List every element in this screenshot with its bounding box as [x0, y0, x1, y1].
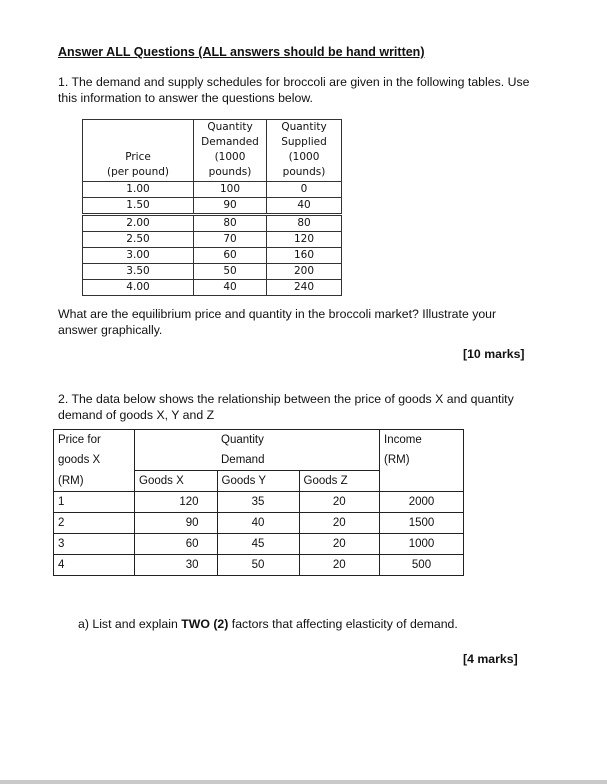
header-price: Price (per pound)	[83, 120, 194, 182]
header-quantity: Quantity	[217, 430, 299, 451]
demanded-cell: 40	[194, 280, 267, 296]
supplied-cell: 0	[267, 182, 342, 198]
demanded-cell: 50	[194, 264, 267, 280]
supplied-cell: 120	[267, 232, 342, 248]
demanded-cell: 100	[194, 182, 267, 198]
income-cell: 1500	[380, 513, 464, 534]
goods-z-cell: 20	[299, 513, 380, 534]
goods-y-cell: 45	[217, 534, 299, 555]
header-demand: Demand	[221, 454, 265, 466]
header-blank	[135, 450, 218, 471]
goods-x-cell: 30	[135, 555, 218, 576]
page-bottom-edge	[0, 780, 607, 784]
goods-z-cell: 20	[299, 555, 380, 576]
price-cell: 4	[54, 555, 135, 576]
question-1-ask: What are the equilibrium price and quantity in the broccoli market? Illustrate your answer graphically.	[58, 307, 497, 337]
goods-z-cell: 20	[299, 534, 380, 555]
header-goods-y: Goods Y	[217, 471, 299, 492]
goods-y-cell: 40	[217, 513, 299, 534]
price-cell: 3.50	[83, 264, 194, 280]
income-cell: 2000	[380, 492, 464, 513]
income-cell: 1000	[380, 534, 464, 555]
price-cell: 2.50	[83, 232, 194, 248]
table-header-row	[83, 120, 342, 182]
question-2a-marks: [4 marks]	[463, 652, 518, 666]
price-cell: 2.00	[83, 215, 194, 232]
table-row	[54, 492, 464, 513]
page-heading: Answer ALL Questions (ALL answers should be hand written)	[58, 45, 425, 59]
income-cell: 500	[380, 555, 464, 576]
header-price-line1: Price for	[54, 430, 135, 451]
price-cell: 3	[54, 534, 135, 555]
price-cell: 4.00	[83, 280, 194, 296]
header-price-line3: (RM)	[54, 471, 135, 492]
table-row	[83, 198, 342, 215]
goods-x-cell: 90	[135, 513, 218, 534]
table-row	[83, 232, 342, 248]
table-row	[54, 555, 464, 576]
demanded-cell: 90	[194, 198, 267, 215]
header-blank	[299, 430, 380, 451]
header-income: Income	[380, 430, 464, 451]
demanded-cell: 60	[194, 248, 267, 264]
table-header-row	[54, 430, 464, 451]
part-a-prefix: a) List and explain	[78, 617, 182, 631]
header-blank	[380, 471, 464, 492]
supplied-cell: 200	[267, 264, 342, 280]
supplied-cell: 240	[267, 280, 342, 296]
supplied-cell: 160	[267, 248, 342, 264]
table-header-row	[54, 471, 464, 492]
header-goods-x: Goods X	[135, 471, 218, 492]
table-row	[83, 215, 342, 232]
goods-y-cell: 35	[217, 492, 299, 513]
header-price-line2: goods X	[54, 450, 135, 471]
header-quantity-demanded: Quantity Demanded (1000 pounds)	[194, 120, 267, 182]
header-blank	[299, 450, 380, 471]
goods-demand-table	[53, 429, 464, 576]
demanded-cell: 80	[194, 215, 267, 232]
price-cell: 1	[54, 492, 135, 513]
table-row	[83, 280, 342, 296]
part-a-bold: TWO (2)	[181, 617, 229, 631]
header-quantity-supplied: Quantity Supplied (1000 pounds)	[267, 120, 342, 182]
table-row	[54, 513, 464, 534]
supplied-cell: 40	[267, 198, 342, 215]
price-cell: 1.00	[83, 182, 194, 198]
part-a-suffix: factors that affecting elasticity of demand.	[228, 617, 458, 631]
table-row	[83, 182, 342, 198]
header-goods-z: Goods Z	[299, 471, 380, 492]
supplied-cell: 80	[267, 215, 342, 232]
question-2a-text	[78, 616, 458, 632]
supply-demand-table	[82, 119, 342, 296]
price-cell: 2	[54, 513, 135, 534]
question-2-text: 2. The data below shows the relationship between the price of goods X and quantity demand of goods X, Y and Z	[58, 392, 514, 422]
table-header-row	[54, 450, 464, 471]
price-cell: 1.50	[83, 198, 194, 215]
goods-y-cell: 50	[217, 555, 299, 576]
price-cell: 3.00	[83, 248, 194, 264]
question-1-text: 1. The demand and supply schedules for broccoli are given in the following tables. Use this information to answer the questions below.	[58, 75, 530, 105]
demanded-cell: 70	[194, 232, 267, 248]
header-income-unit: (RM)	[380, 450, 464, 471]
goods-x-cell: 60	[135, 534, 218, 555]
question-1-marks: [10 marks]	[463, 347, 525, 361]
table-row	[54, 534, 464, 555]
table-row	[83, 248, 342, 264]
goods-x-cell: 120	[135, 492, 218, 513]
goods-z-cell: 20	[299, 492, 380, 513]
table-row	[83, 264, 342, 280]
header-blank	[135, 430, 218, 451]
